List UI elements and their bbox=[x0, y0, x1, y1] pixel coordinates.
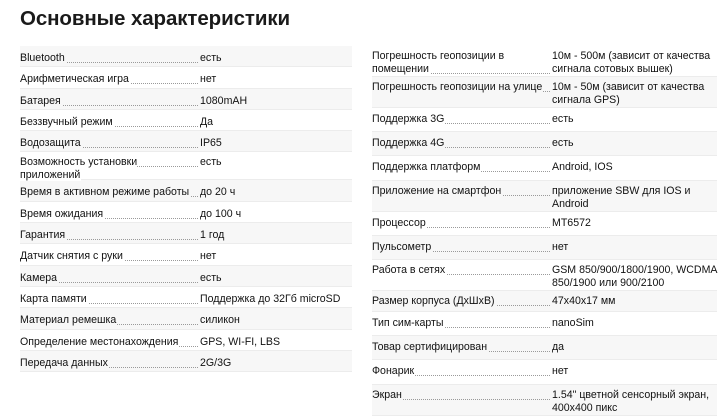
spec-row bbox=[20, 131, 352, 152]
spec-value: 2G/3G bbox=[200, 356, 232, 369]
spec-label: Bluetooth bbox=[20, 52, 198, 65]
spec-row bbox=[372, 156, 717, 180]
spec-value: IP65 bbox=[200, 137, 222, 150]
spec-label: Фонарик bbox=[372, 365, 550, 378]
spec-value: 1 год bbox=[200, 229, 225, 242]
spec-row bbox=[372, 132, 717, 156]
spec-row bbox=[372, 108, 717, 132]
specs-right-column bbox=[372, 46, 717, 416]
spec-value: нет bbox=[552, 365, 569, 378]
spec-label: Размер корпуса (ДхШхВ) bbox=[372, 295, 550, 308]
spec-value: Да bbox=[200, 115, 214, 128]
spec-value: нет bbox=[200, 73, 217, 86]
spec-label: Возможность установки приложений bbox=[20, 156, 198, 182]
spec-row bbox=[372, 291, 717, 312]
spec-row bbox=[20, 287, 352, 308]
spec-label: Процессор bbox=[372, 217, 550, 230]
spec-value: GPS, WI-FI, LBS bbox=[200, 335, 281, 348]
spec-value: да bbox=[552, 341, 565, 354]
spec-value: до 20 ч bbox=[200, 186, 236, 199]
spec-value: есть bbox=[200, 156, 222, 169]
spec-label: Беззвучный режим bbox=[20, 116, 198, 129]
spec-row bbox=[372, 336, 717, 360]
spec-row bbox=[20, 67, 352, 88]
spec-row bbox=[20, 46, 352, 67]
spec-value: есть bbox=[552, 113, 574, 125]
spec-row bbox=[372, 77, 717, 108]
spec-row bbox=[20, 89, 352, 110]
spec-row bbox=[20, 266, 352, 287]
spec-label: Передача данных bbox=[20, 357, 198, 370]
spec-label: Поддержка 4G bbox=[372, 137, 550, 150]
spec-label: Товар сертифицирован bbox=[372, 341, 550, 354]
specs-left-column bbox=[20, 46, 352, 372]
spec-label: Приложение на смартфон bbox=[372, 185, 550, 198]
spec-label: Арифметическая игра bbox=[20, 73, 198, 86]
spec-label: Погрешность геопозиции в помещении bbox=[372, 50, 550, 76]
spec-value: 10м - 50м (зависит от качества сигнала GPS) bbox=[552, 81, 705, 106]
spec-row bbox=[20, 351, 352, 372]
spec-value: приложение SBW для IOS и Android bbox=[552, 184, 691, 210]
spec-label: Датчик снятия с руки bbox=[20, 250, 198, 263]
spec-row bbox=[20, 152, 352, 180]
spec-label: Тип сим-карты bbox=[372, 317, 550, 330]
spec-value: силикон bbox=[200, 314, 240, 327]
spec-row bbox=[20, 244, 352, 265]
spec-label: Поддержка платформ bbox=[372, 161, 550, 174]
spec-label: Батарея bbox=[20, 95, 198, 108]
spec-label: Гарантия bbox=[20, 229, 198, 242]
spec-row bbox=[372, 312, 717, 336]
spec-label: Карта памяти bbox=[20, 293, 198, 306]
spec-label: Поддержка 3G bbox=[372, 113, 550, 126]
spec-label: Экран bbox=[372, 389, 550, 402]
spec-row bbox=[20, 180, 352, 201]
spec-label: Время в активном режиме работы bbox=[20, 186, 198, 199]
spec-row bbox=[372, 385, 717, 416]
spec-row bbox=[372, 181, 717, 212]
spec-row bbox=[20, 223, 352, 244]
spec-value: 1080mAH bbox=[200, 94, 248, 107]
spec-label: Время ожидания bbox=[20, 208, 198, 221]
spec-value: 10м - 500м (зависит от качества сигнала сотовых вышек) bbox=[552, 50, 711, 75]
spec-row bbox=[20, 202, 352, 223]
spec-value: MT6572 bbox=[552, 216, 591, 229]
spec-label: Камера bbox=[20, 272, 198, 285]
spec-value: нет bbox=[200, 250, 217, 263]
spec-value: есть bbox=[200, 271, 222, 284]
spec-row bbox=[20, 330, 352, 351]
spec-label: Водозащита bbox=[20, 137, 198, 150]
spec-row bbox=[372, 236, 717, 260]
spec-value: GSM 850/900/1800/1900, WCDMA 850/1900 или 900/2100 bbox=[552, 263, 717, 289]
spec-label: Погрешность геопозиции на улице bbox=[372, 81, 550, 94]
spec-row bbox=[372, 260, 717, 291]
spec-value: 47x40x17 мм bbox=[552, 294, 616, 307]
spec-value: Android, IOS bbox=[552, 161, 613, 174]
spec-value: есть bbox=[200, 52, 222, 64]
spec-row bbox=[20, 308, 352, 329]
spec-row bbox=[372, 212, 717, 236]
spec-value: Поддержка до 32Гб microSD bbox=[200, 292, 341, 305]
spec-value: нет bbox=[552, 240, 569, 253]
spec-label: Пульсометр bbox=[372, 241, 550, 254]
spec-value: до 100 ч bbox=[200, 207, 242, 220]
page-title: Основные характеристики bbox=[20, 7, 290, 30]
spec-row bbox=[20, 110, 352, 131]
spec-label: Определение местонахождения bbox=[20, 336, 198, 349]
spec-row bbox=[372, 360, 717, 384]
spec-label: Материал ремешка bbox=[20, 314, 198, 327]
spec-label: Работа в сетях bbox=[372, 264, 550, 277]
spec-value: 1.54" цветной сенсорный экран, 400x400 пикс bbox=[552, 388, 710, 414]
spec-value: nanoSim bbox=[552, 316, 594, 329]
spec-row bbox=[372, 46, 717, 77]
spec-value: есть bbox=[552, 137, 574, 150]
